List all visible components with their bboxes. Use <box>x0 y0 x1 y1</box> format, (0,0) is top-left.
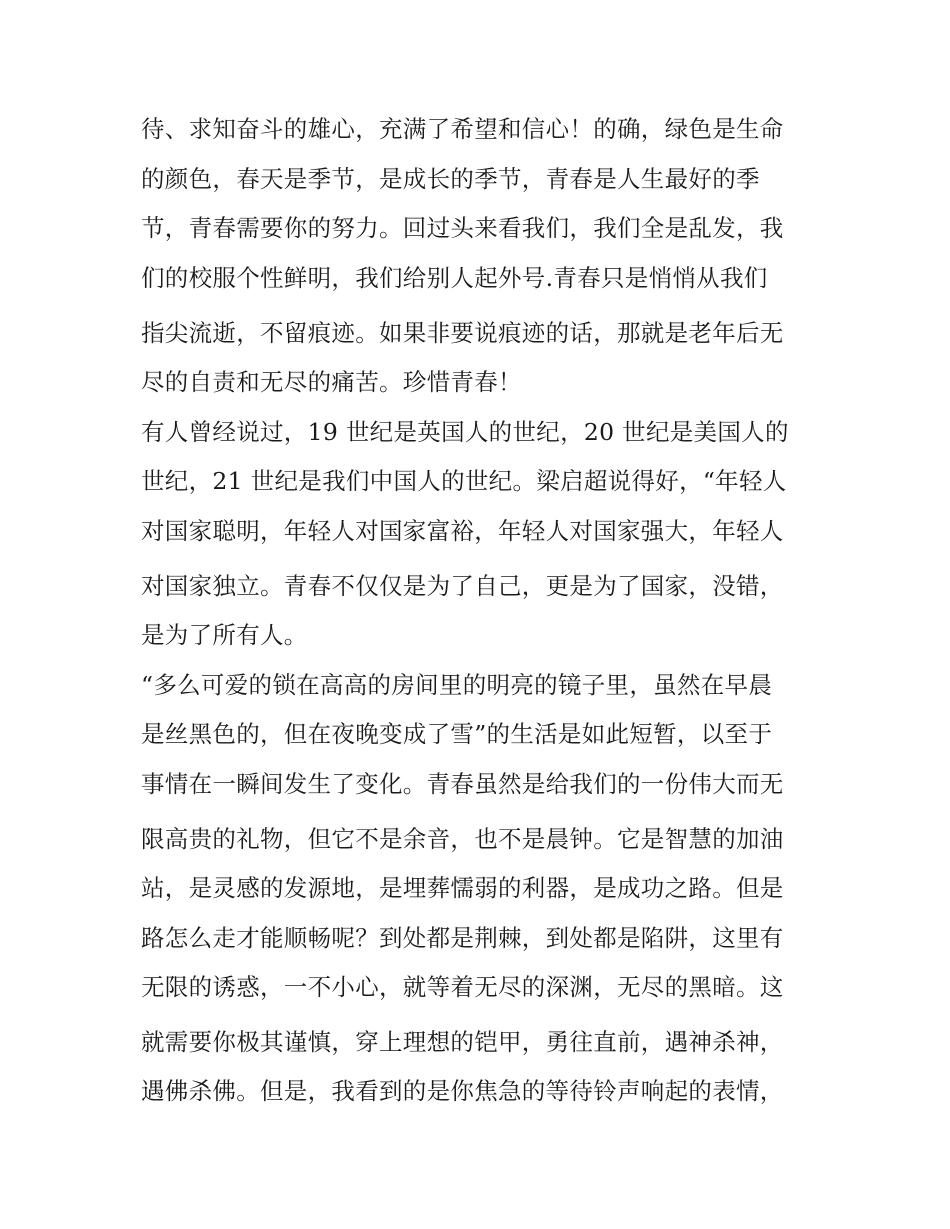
text-line: 是为了所有人。 <box>141 621 308 649</box>
text-line: 限高贵的礼物，但它不是余音，也不是晨钟。它是智慧的加油 <box>141 825 784 853</box>
text-line: 站，是灵感的发源地，是埋葬懦弱的利器，是成功之路。但是 <box>141 874 784 902</box>
text-line: 遇佛杀佛。但是，我看到的是你焦急的等待铃声响起的表情， <box>141 1077 784 1105</box>
text-line: 无限的诱惑，一不小心，就等着无尽的深渊，无尽的黑暗。这 <box>141 973 784 1001</box>
text-line: 就需要你极其谨慎，穿上理想的铠甲，勇往直前，遇神杀神， <box>141 1028 784 1056</box>
text-line: 的颜色，春天是季节，是成长的季节，青春是人生最好的季 <box>141 165 760 193</box>
text-line: 世纪，21 世纪是我们中国人的世纪。梁启超说得好，“年轻人 <box>141 467 787 495</box>
text-line: “多么可爱的锁在高高的房间里的明亮的镜子里，虽然在早晨 <box>141 671 773 699</box>
text-line: 指尖流逝，不留痕迹。如果非要说痕迹的话，那就是老年后无 <box>141 319 784 347</box>
text-line: 对国家独立。青春不仅仅是为了自己，更是为了国家，没错， <box>141 572 784 600</box>
text-line: 待、求知奋斗的雄心，充满了希望和信心！的确，绿色是生命 <box>141 115 784 143</box>
text-line: 尽的自责和无尽的痛苦。珍惜青春！ <box>141 368 522 396</box>
text-line: 对国家聪明，年轻人对国家富裕，年轻人对国家强大，年轻人 <box>141 517 784 545</box>
text-line: 事情在一瞬间发生了变化。青春虽然是给我们的一份伟大而无 <box>141 770 784 798</box>
text-line: 路怎么走才能顺畅呢？到处都是荆棘，到处都是陷阱，这里有 <box>141 924 784 952</box>
text-line: 们的校服个性鲜明，我们给别人起外号.青春只是悄悄从我们 <box>141 264 768 292</box>
text-line: 是丝黑色的，但在夜晚变成了雪”的生活是如此短暂，以至于 <box>141 720 773 748</box>
text-line: 有人曾经说过，19 世纪是英国人的世纪，20 世纪是美国人的 <box>141 418 789 446</box>
text-line: 节，青春需要你的努力。回过头来看我们，我们全是乱发，我 <box>141 214 784 242</box>
